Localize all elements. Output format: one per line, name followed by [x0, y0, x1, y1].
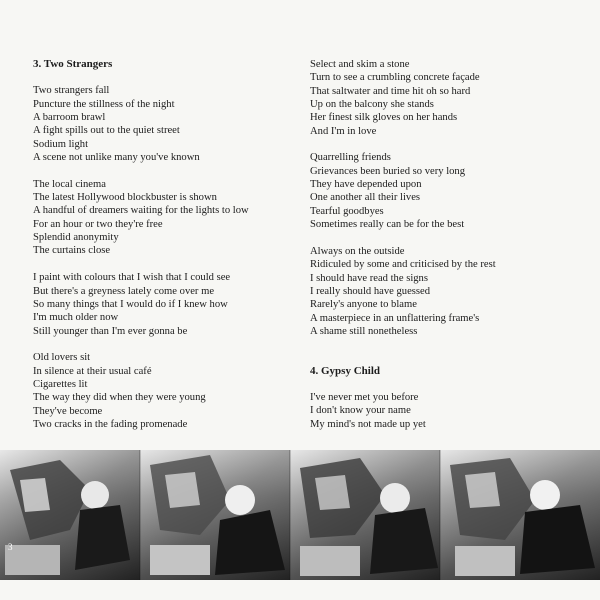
lyric-line: Quarrelling friends: [310, 152, 391, 164]
gypsy-child-stanzas: [310, 391, 580, 431]
photo-strip: [0, 450, 600, 580]
lyric-line: Always on the outside: [310, 245, 405, 257]
photo-collage-image: [0, 450, 600, 580]
lyric-line: I don't know your name: [310, 405, 411, 417]
lyric-line: A barroom brawl: [33, 112, 106, 124]
lyric-line: Sometimes really can be for the best: [310, 219, 465, 231]
lyric-line: That saltwater and time hit oh so hard: [310, 85, 471, 97]
lyric-line: A handful of dreamers waiting for the lights to low: [33, 205, 249, 217]
lyric-line: But there's a greyness lately come over me: [33, 285, 215, 297]
song-title-two-strangers: 3. Two Strangers: [33, 58, 113, 70]
lyric-line: A scene not unlike many you've known: [33, 152, 200, 164]
lyric-line: I've never met you before: [310, 391, 419, 403]
lyric-line: And I'm in love: [310, 125, 377, 137]
lyric-line: Two strangers fall: [33, 85, 110, 97]
lyric-line: So many things that I would do if I knew how: [33, 298, 228, 310]
lyric-line: Rarely's anyone to blame: [310, 299, 417, 311]
lyric-line: In silence at their usual café: [33, 365, 152, 377]
lyric-line: Still younger than I'm ever gonna be: [33, 325, 188, 337]
lyric-line: I really should have guessed: [310, 285, 431, 297]
lyric-line: A masterpiece in an unflattering frame's: [310, 312, 480, 324]
lyric-line: Two cracks in the fading promenade: [33, 418, 188, 430]
lyric-line: I should have read the signs: [310, 272, 428, 284]
lyric-line: Old lovers sit: [33, 352, 91, 364]
lyric-line: One another all their lives: [310, 192, 421, 204]
stanza: [33, 351, 283, 431]
lyric-line: Splendid anonymity: [33, 232, 119, 244]
lyric-line: A fight spills out to the quiet street: [33, 125, 180, 137]
stanza: [310, 391, 580, 431]
right-stanzas: [310, 58, 580, 338]
lyric-line: Select and skim a stone: [310, 59, 410, 70]
lyric-line: The curtains close: [33, 245, 111, 257]
page-number: 3: [8, 542, 13, 552]
stanza: [33, 178, 283, 258]
lyric-line: A shame still nonetheless: [310, 325, 418, 337]
lyric-line: I paint with colours that I wish that I could see: [33, 272, 231, 284]
lyric-line: They have depended upon: [310, 179, 422, 191]
stanza: [33, 271, 283, 338]
stanza: [310, 58, 580, 138]
lyric-line: The local cinema: [33, 178, 106, 190]
right-lyrics-column: [310, 58, 580, 444]
photo-panel-1: [0, 450, 140, 580]
song-title-gypsy-child: 4. Gypsy Child: [310, 364, 380, 377]
photo-panel-2: [140, 450, 290, 580]
stanza: [310, 151, 580, 231]
lyric-line: Her finest silk gloves on her hands: [310, 112, 458, 124]
lyric-line: Cigarettes lit: [33, 378, 88, 390]
stanza: [33, 84, 283, 164]
lyric-line: They've become: [33, 405, 103, 417]
photo-panel-4: [440, 450, 600, 580]
stanza: [310, 245, 580, 338]
lyric-line: Sodium light: [33, 138, 89, 150]
lyric-line: Puncture the stillness of the night: [33, 98, 175, 110]
lyric-line: The latest Hollywood blockbuster is shown: [33, 192, 217, 204]
lyric-line: The way they did when they were young: [33, 392, 206, 404]
lyric-line: Tearful goodbyes: [310, 205, 384, 217]
left-stanzas: [33, 84, 283, 431]
left-lyrics-column: [33, 58, 283, 445]
lyric-line: For an hour or two they're free: [33, 218, 163, 230]
lyric-line: Grievances been buried so very long: [310, 165, 466, 177]
lyric-line: Up on the balcony she stands: [310, 99, 434, 111]
lyric-line: I'm much older now: [33, 312, 119, 324]
photo-panel-3: [290, 450, 440, 580]
lyric-line: Turn to see a crumbling concrete façade: [310, 72, 480, 84]
lyric-line: Ridiculed by some and criticised by the rest: [310, 259, 496, 271]
lyric-line: My mind's not made up yet: [310, 418, 426, 430]
